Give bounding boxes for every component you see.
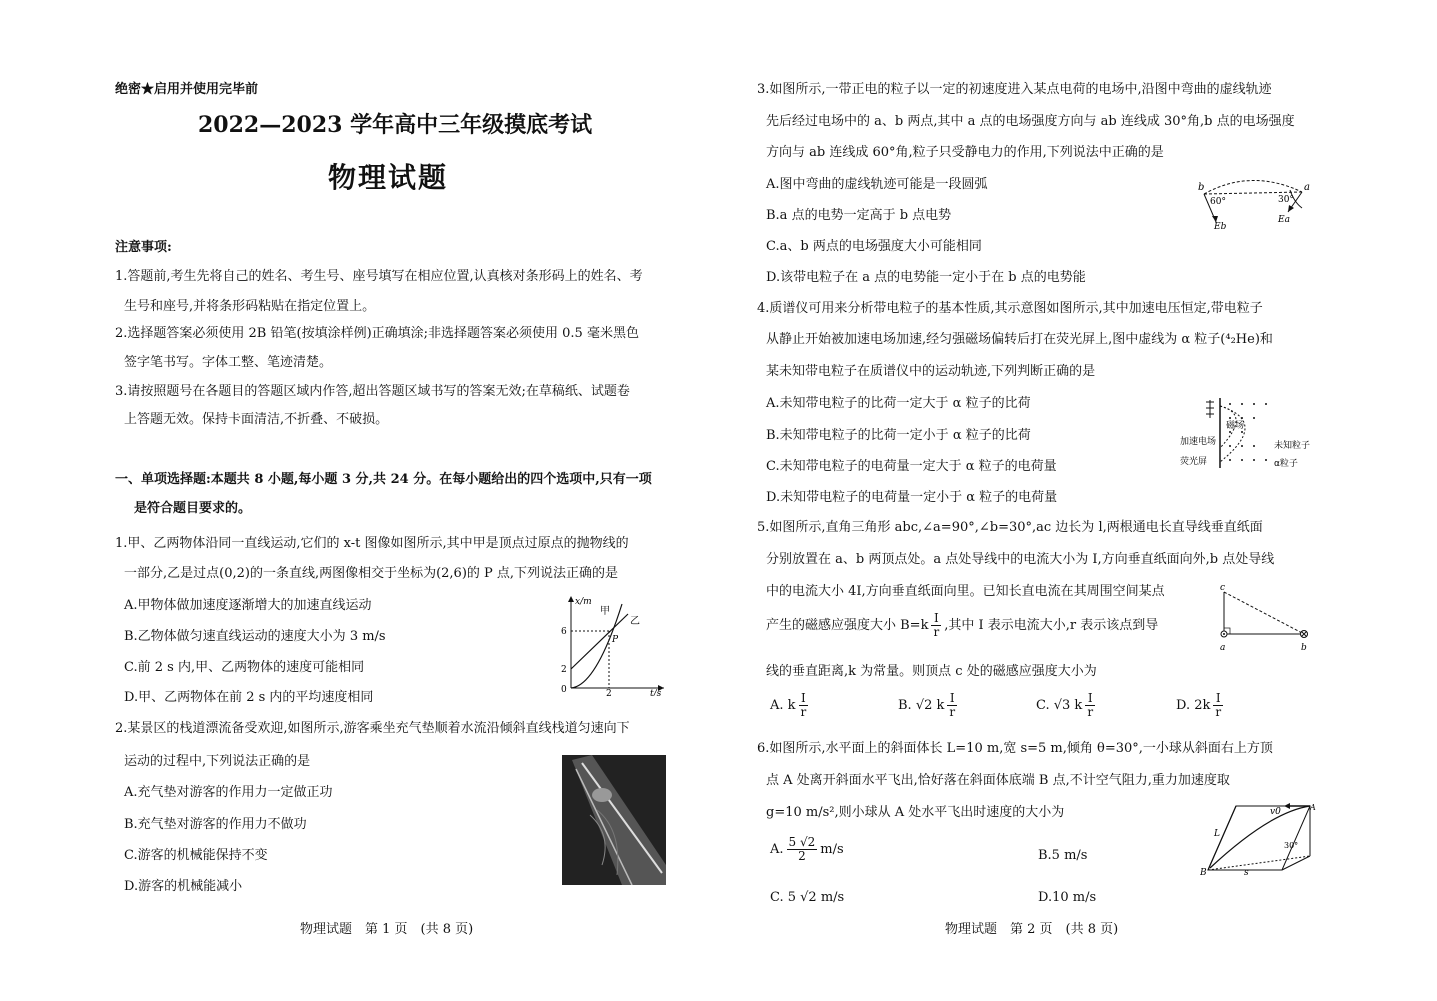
page-footer-left: 物理试题 第 1 页 (共 8 页) [300,922,474,937]
q6-option-a-unit: m/s [820,842,844,857]
q4-label-screen: 荧光屏 [1180,457,1208,467]
q6-incline-diagram [1200,802,1316,876]
q2-stem: 2.某景区的栈道漂流备受欢迎,如图所示,游客乘坐充气垫顺着水流沿倾斜直线栈道匀速向下 [115,721,630,736]
q6-option-a-den: 2 [798,849,806,863]
q5-option-a-label: A. k [770,698,796,713]
q1-tick-x2: 2 [606,689,612,696]
notice-line: 上答题无效。保持卡面清洁,不折叠、不破损。 [124,412,389,427]
q3-option-a: A.图中弯曲的虚线轨迹可能是一段圆弧 [766,177,988,192]
notice-line: 签字笔书写。字体工整、笔迹清楚。 [124,355,333,370]
q6-option-b: B.5 m/s [1038,848,1088,863]
q2-stem: 运动的过程中,下列说法正确的是 [124,754,311,769]
q5-option-b-num: I [947,692,957,706]
q6-option-a [770,836,844,863]
q2-option-b: B.充气垫对游客的作用力不做功 [124,817,307,832]
q6-stem: g=10 m/s²,则小球从 A 处水平飞出时速度的大小为 [766,805,1065,820]
q5-formula-den: r [933,625,940,639]
q5-option-d [1176,692,1226,719]
q3-stem: 3.如图所示,一带正电的粒子以一定的初速度进入某点电荷的电场中,沿图中弯曲的虚线轨迹 [757,82,1272,97]
q5-formula-line [766,612,1158,639]
q5-option-c-label: C. √3 k [1036,698,1083,713]
q5-option-a-num: I [799,692,809,706]
q5-formula-pre: 产生的磁感应强度大小 B=k [766,618,929,633]
q4-option-c: C.未知带电粒子的电荷量一定大于 α 粒子的电荷量 [766,459,1057,474]
q5-option-c [1036,692,1098,719]
q4-label-accel: 加速电场 [1180,437,1217,447]
q4-label-unknown: 未知粒子 [1274,441,1311,451]
q1-stem: 一部分,乙是过点(0,2)的一条直线,两图像相交于坐标为(2,6)的 P 点,下列说法正确的是 [124,566,619,581]
q3-label-ea: Ea [1278,215,1290,225]
q6-stem: 6.如图所示,水平面上的斜面体长 L=10 m,宽 s=5 m,倾角 θ=30°,一小球从斜面右上方顶 [757,741,1273,756]
q3-label-eb: Eb [1214,222,1227,230]
q3-stem: 方向与 ab 连线成 60°角,粒子只受静电力的作用,下列说法中正确的是 [766,145,1164,160]
q1-tick-2: 2 [561,665,567,675]
q5-option-d-label: D. 2k [1176,698,1211,713]
q1-option-d: D.甲、乙两物体在前 2 s 内的平均速度相同 [124,690,374,705]
q3-option-d: D.该带电粒子在 a 点的电势能一定小于在 b 点的电势能 [766,270,1086,285]
q5-label-a: a [1220,643,1226,653]
q4-label-magnetic: 磁场 [1226,421,1245,431]
q3-angle-30: 30° [1278,195,1294,205]
q4-stem: 某未知带电粒子在质谱仪中的运动轨迹,下列判断正确的是 [766,364,1096,379]
section-heading: 是符合题目要求的。 [134,501,252,516]
q4-option-a: A.未知带电粒子的比荷一定大于 α 粒子的比荷 [766,396,1031,411]
exam-title: 2022—2023 学年高中三年级摸底考试 [198,112,593,138]
q6-label-a: A [1310,803,1316,812]
q4-label-alpha: α粒子 [1274,459,1298,469]
page-footer-right: 物理试题 第 2 页 (共 8 页) [945,922,1119,937]
q6-stem: 点 A 处离开斜面水平飞出,恰好落在斜面体底端 B 点,不计空气阻力,重力加速度取 [766,773,1230,788]
q5-option-a-den: r [800,705,807,719]
q4-option-d: D.未知带电粒子的电荷量一定小于 α 粒子的电荷量 [766,490,1058,505]
q5-option-d-num: I [1213,692,1223,706]
q5-stem-end: 线的垂直距离,k 为常量。则顶点 c 处的磁感应强度大小为 [766,664,1097,679]
q1-option-b: B.乙物体做匀速直线运动的速度大小为 3 m/s [124,629,386,644]
q1-xt-graph [556,592,668,696]
subject-title: 物理试题 [328,161,449,194]
q1-tick-6: 6 [561,627,567,637]
notice-line: 3.请按照题号在各题目的答题区域内作答,超出答题区域书写的答案无效;在草稿纸、试题卷 [115,384,630,399]
notice-heading: 注意事项: [115,240,172,255]
q1-label-p: P [612,635,619,645]
q1-stem: 1.甲、乙两物体沿同一直线运动,它们的 x-t 图像如图所示,其中甲是顶点过原点的抛物线的 [115,536,629,551]
q2-option-d: D.游客的机械能减小 [124,879,243,894]
q1-label-yi: 乙 [630,616,640,627]
q6-option-a-num: 5 √2 [788,835,816,849]
q6-option-d: D.10 m/s [1038,890,1097,905]
q1-label-jia: 甲 [600,606,610,617]
q2-photo [562,755,666,885]
q3-option-b: B.a 点的电势一定高于 b 点电势 [766,208,952,223]
q5-stem: 中的电流大小 4I,方向垂直纸面向里。已知长直电流在其周围空间某点 [766,584,1165,599]
q5-label-b: b [1301,643,1307,653]
q6-label-b: B [1200,868,1207,876]
q5-formula-fraction [931,612,941,639]
q1-option-c: C.前 2 s 内,甲、乙两物体的速度可能相同 [124,660,365,675]
q5-option-b-label: B. √2 k [898,698,945,713]
q2-option-c: C.游客的机械能保持不变 [124,848,268,863]
q3-option-c: C.a、b 两点的电场强度大小可能相同 [766,239,982,254]
q4-stem: 4.质谱仪可用来分析带电粒子的基本性质,其示意图如图所示,其中加速电压恒定,带电粒子 [757,301,1263,316]
q5-triangle-diagram [1214,582,1314,654]
q1-option-a: A.甲物体做加速度逐渐增大的加速直线运动 [124,598,372,613]
q5-stem: 分别放置在 a、b 两顶点处。a 点处导线中的电流大小为 I,方向垂直纸面向外,b 点处导线 [766,552,1275,567]
q3-label-b: b [1198,182,1205,193]
q1-x-axis-label: t/s [650,689,662,696]
section-heading: 一、单项选择题:本题共 8 小题,每小题 3 分,共 24 分。在每小题给出的四个选项中,只有一项 [115,472,652,487]
notice-line: 1.答题前,考生先将自己的姓名、考生号、座号填写在相应位置,认真核对条形码上的姓名、考 [115,269,643,284]
q3-label-a: a [1304,182,1310,193]
q1-y-axis-label: x/m [575,597,592,607]
q5-formula-num: I [931,612,941,626]
q5-option-d-den: r [1215,705,1222,719]
q4-option-b: B.未知带电粒子的比荷一定小于 α 粒子的比荷 [766,428,1031,443]
q5-label-c: c [1220,583,1226,593]
notice-line: 生号和座号,并将条形码粘贴在指定位置上。 [124,299,376,314]
q5-stem: 5.如图所示,直角三角形 abc,∠a=90°,∠b=30°,ac 边长为 l,两根通电长直导线垂直纸面 [757,520,1263,535]
q5-option-c-den: r [1087,705,1094,719]
q6-option-a-label: A. [770,842,784,857]
q6-label-v0: v0 [1270,807,1281,817]
q5-option-b [898,692,960,719]
q5-option-b-den: r [949,705,956,719]
q3-field-diagram [1196,172,1312,230]
q4-mass-spectrometer [1180,396,1316,470]
q3-stem: 先后经过电场中的 a、b 两点,其中 a 点的电场强度方向与 ab 连线成 30°角,b 点的电场强度 [766,114,1295,129]
q5-formula-post: ,其中 I 表示电流大小,r 表示该点到导 [944,618,1159,633]
q5-option-c-num: I [1085,692,1095,706]
q2-option-a: A.充气垫对游客的作用力一定做正功 [124,785,333,800]
notice-line: 2.选择题答案必须使用 2B 铅笔(按填涂样例)正确填涂;非选择题答案必须使用 0.5 毫米黑色 [115,326,639,341]
q5-option-a [770,692,811,719]
q3-angle-60: 60° [1210,197,1226,207]
q1-origin: 0 [561,685,567,695]
q4-stem: 从静止开始被加速电场加速,经匀强磁场偏转后打在荧光屏上,图中虚线为 α 粒子(⁴₂He)和 [766,332,1273,347]
q6-label-angle: 30° [1284,841,1299,850]
q6-label-s: s [1244,868,1249,876]
q6-label-l: L [1214,829,1220,839]
secret-label: 绝密★启用并使用完毕前 [115,82,259,97]
q6-option-c: C. 5 √2 m/s [770,890,845,905]
